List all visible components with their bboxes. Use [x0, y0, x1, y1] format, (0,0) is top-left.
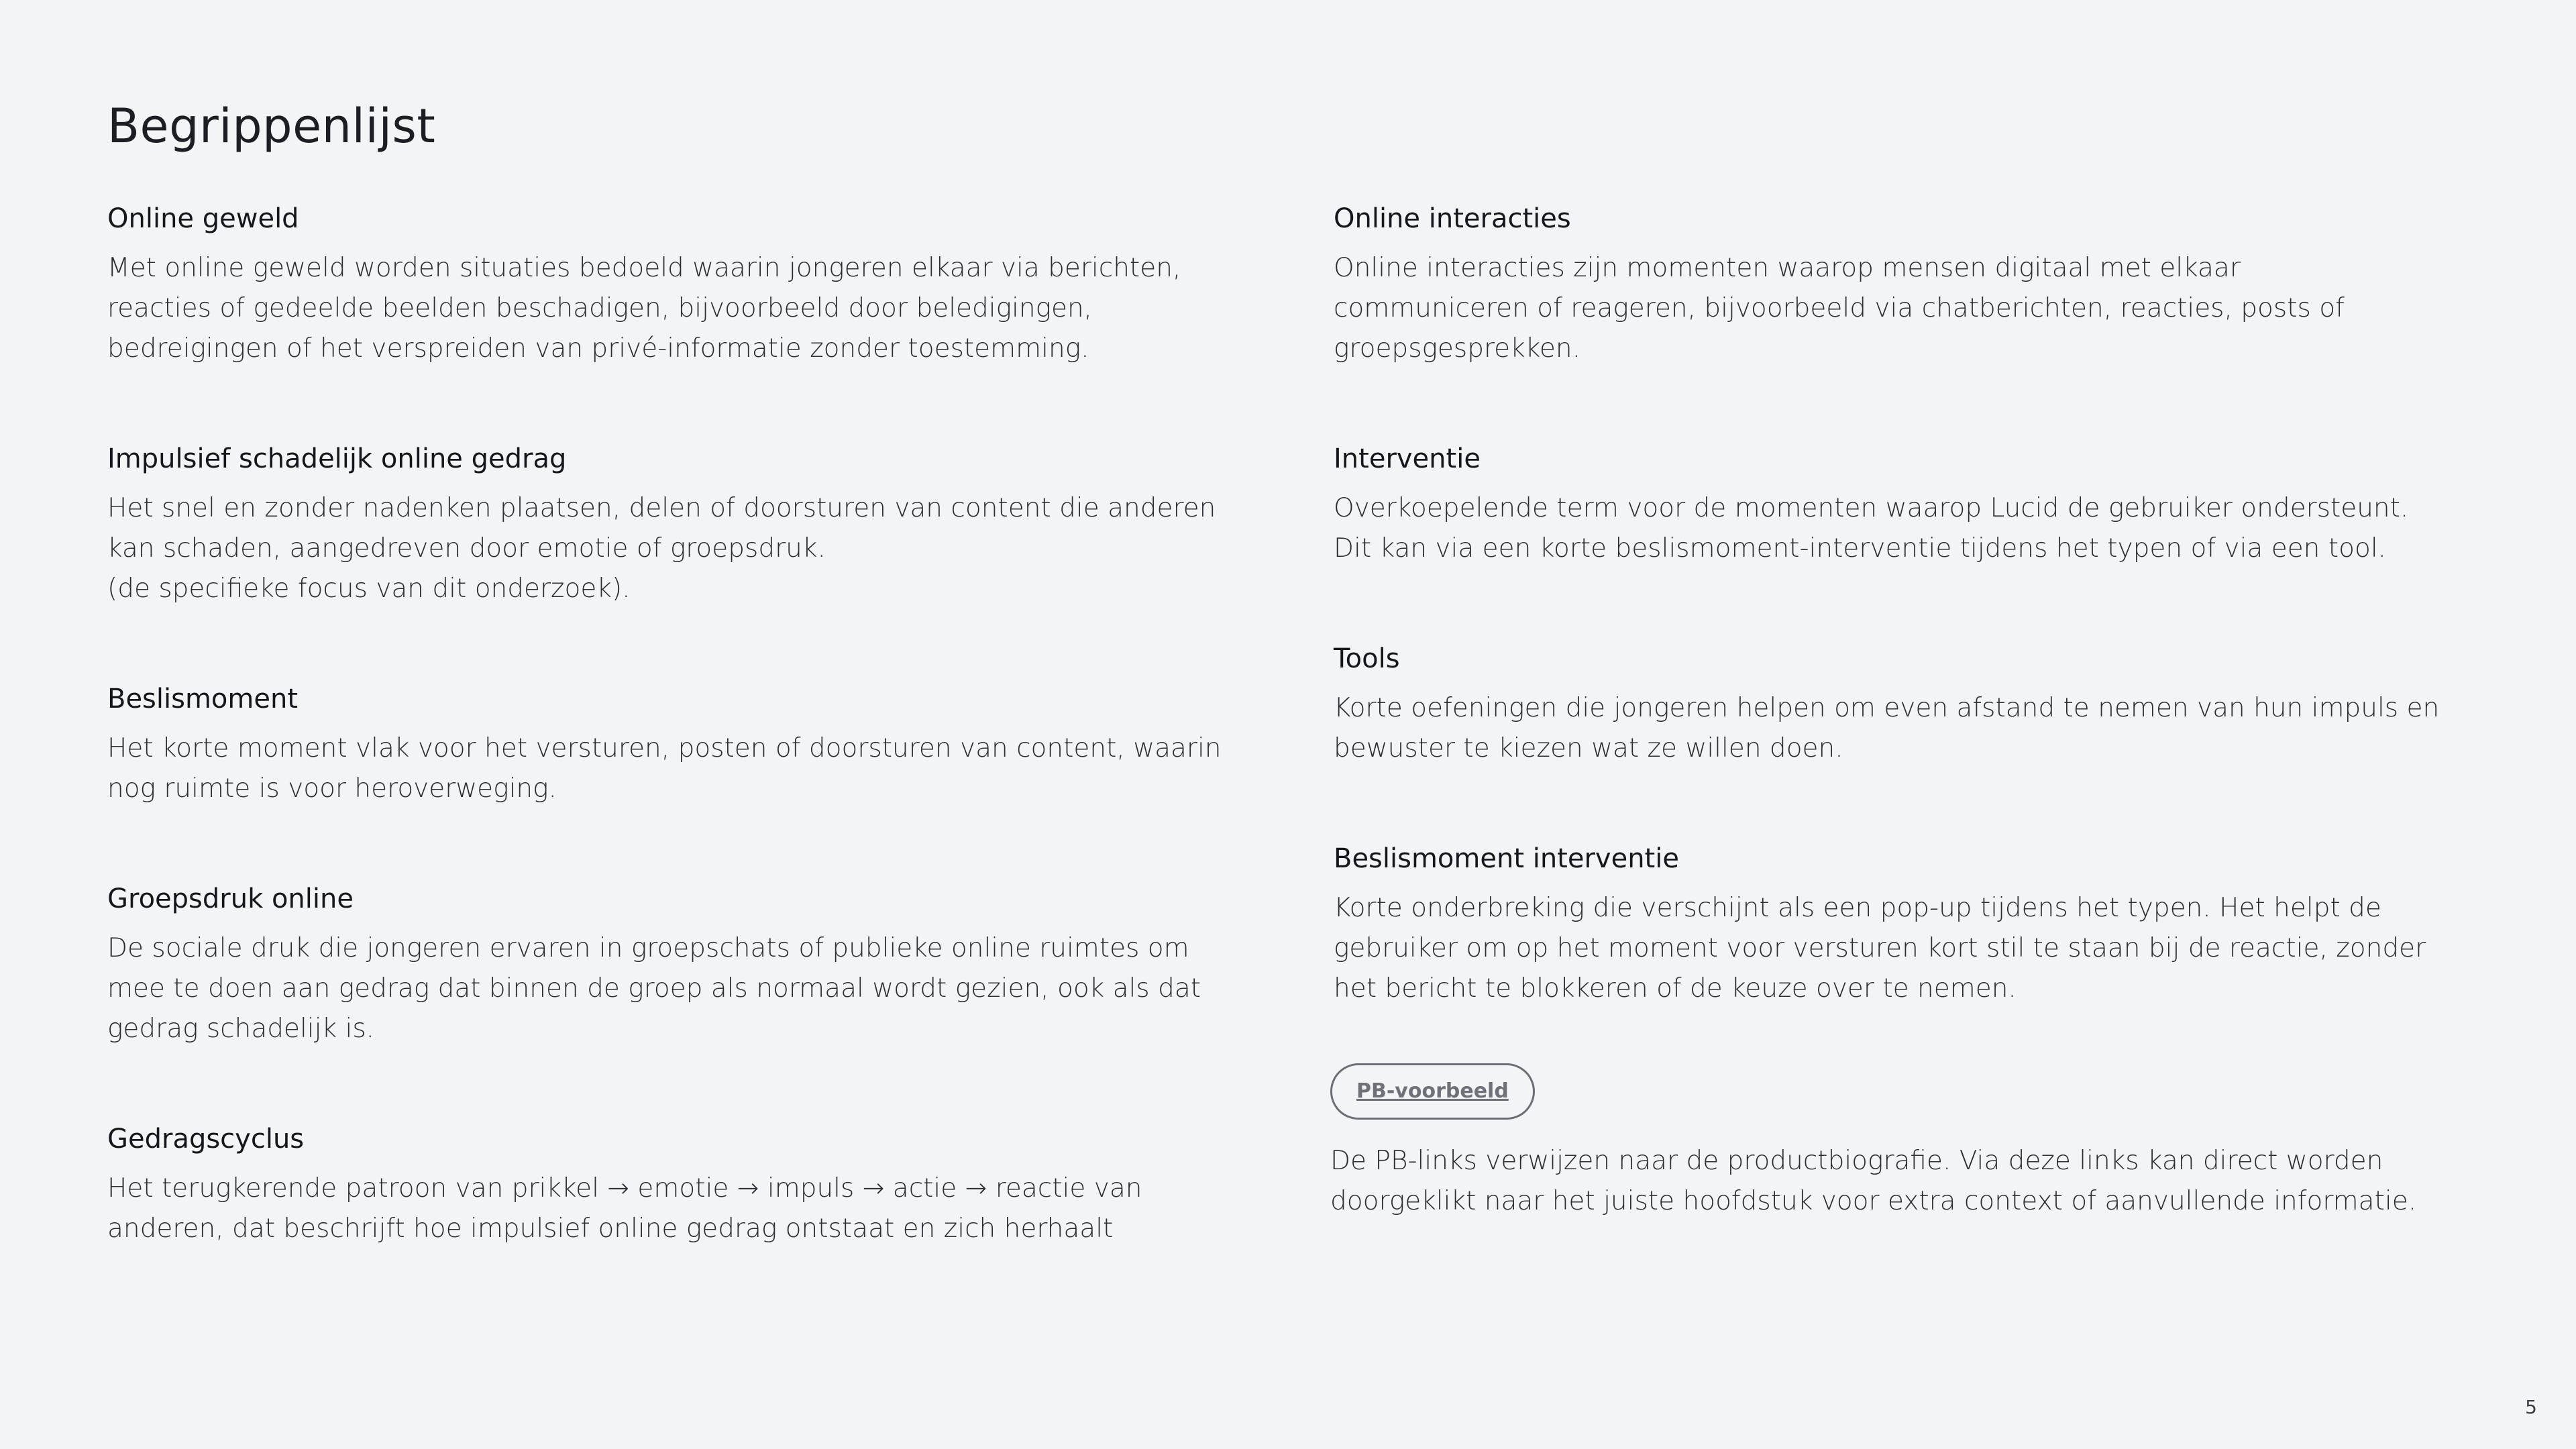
term-description: Overkoepelende term voor de momenten waarop Lucid de gebruiker ondersteunt. Dit kan via een korte beslismoment-interventie tijdens het typen of via een tool.: [1334, 493, 2409, 564]
term-description: Het korte moment vlak voor het versturen, posten of doorsturen van content, waarin nog ruimte is voor heroverweging.: [107, 733, 1222, 804]
glossary-term: [107, 201, 1261, 369]
term-description: Met online geweld worden situaties bedoeld waarin jongeren elkaar via berichten, reacties of gedeelde beelden beschadigen, bijvoorbeeld door beledigingen, bedreigingen of het verspreiden van privé-informatie zonder toestemming.: [107, 253, 1181, 364]
glossary-left-column: [107, 201, 1261, 1249]
glossary-right-column: [1334, 201, 2487, 1009]
glossary-term: [107, 881, 1261, 1049]
term-title: Impulsief schadelijk online gedrag: [107, 443, 567, 474]
term-description: Het terugkerende patroon van prikkel → emotie → impuls → actie → reactie van anderen, dat beschrijft hoe impulsief online gedrag ontstaat en zich herhaalt: [107, 1173, 1142, 1244]
term-description: Korte onderbreking die verschijnt als een pop-up tijdens het typen. Het helpt de gebruiker om op het moment voor versturen kort stil te staan bij de reactie, zonder het bericht te blokkeren of de keuze over te nemen.: [1334, 893, 2426, 1004]
glossary-term: [1334, 841, 2487, 1009]
pb-link-description: De PB-links verwijzen naar de productbiografie. Via deze links kan direct worden doorgeklikt naar het juiste hoofdstuk voor extra context of aanvullende informatie.: [1330, 1146, 2417, 1216]
term-title: Gedragscyclus: [107, 1124, 305, 1155]
term-title: Groepsdruk online: [107, 883, 354, 914]
term-description: Korte oefeningen die jongeren helpen om even afstand te nemen van hun impuls en bewuster te kiezen wat ze willen doen.: [1334, 693, 2440, 763]
glossary-term: [1334, 201, 2487, 369]
pb-example-button[interactable]: PB-voorbeeld: [1330, 1063, 1535, 1120]
term-description: De sociale druk die jongeren ervaren in groepschats of publieke online ruimtes om mee te doen aan gedrag dat binnen de groep als normaal wordt gezien, ook als dat gedrag schadelijk is.: [107, 933, 1201, 1044]
page-number: 5: [2525, 1396, 2537, 1418]
term-title: Interventie: [1334, 443, 1481, 474]
term-title: Online interacties: [1334, 203, 1571, 234]
pb-link-section: [1330, 1063, 2511, 1222]
glossary-term: [107, 682, 1261, 809]
term-title: Beslismoment interventie: [1334, 843, 1679, 874]
term-title: Beslismoment: [107, 684, 299, 714]
term-description: Online interacties zijn momenten waarop mensen digitaal met elkaar communiceren of reageren, bijvoorbeeld via chatberichten, reacties, posts of groepsgesprekken.: [1334, 253, 2345, 364]
page-title: Begrippenlijst: [107, 99, 436, 154]
term-title: Online geweld: [107, 203, 299, 234]
glossary-term: [107, 441, 1261, 609]
glossary-term: [1334, 641, 2487, 769]
glossary-term: [1334, 441, 2487, 569]
term-title: Tools: [1334, 643, 1400, 674]
term-description: Het snel en zonder nadenken plaatsen, delen of doorsturen van content die anderen kan schaden, aangedreven door emotie of groepsdruk. (de specifieke focus van dit onderzoek).: [107, 493, 1216, 604]
glossary-term: [107, 1122, 1261, 1249]
